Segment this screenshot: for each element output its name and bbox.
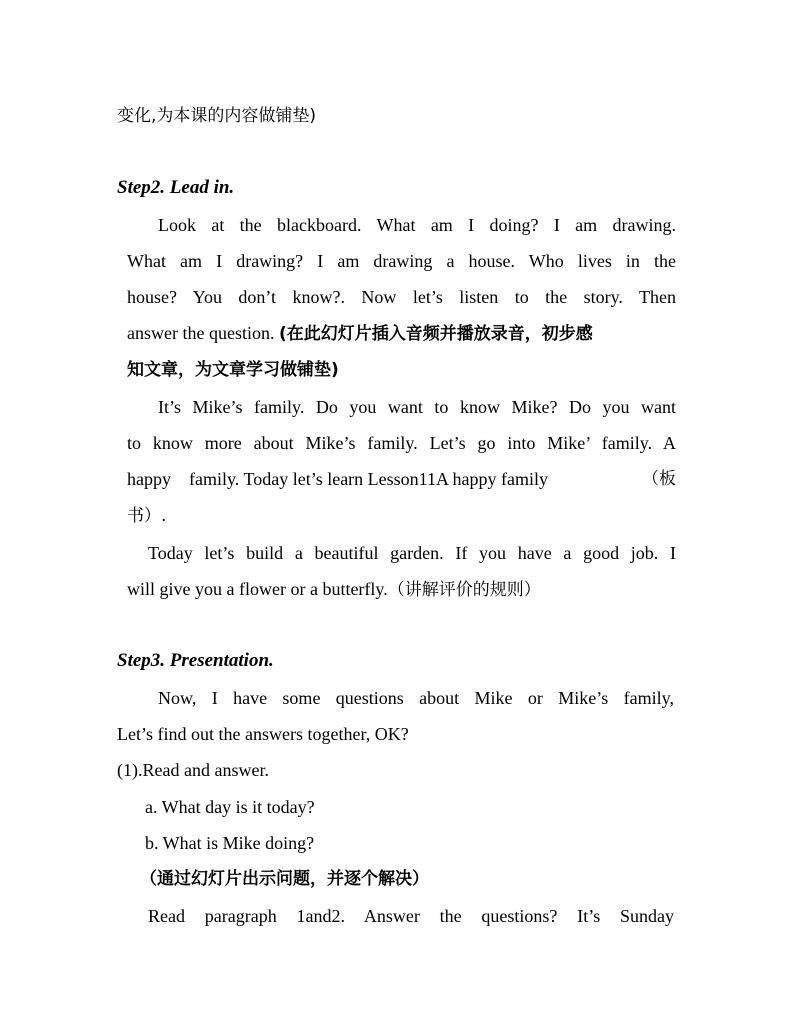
step3-question-a: a. What day is it today? bbox=[145, 797, 315, 817]
step3-p1-line1: Now, I have some questions about Mike or Mike’s family, bbox=[158, 688, 674, 708]
step2-p2-line3-chinese: （板 bbox=[642, 469, 676, 489]
step2-p1-line5: 知文章，为文章学习做铺垫) bbox=[127, 360, 339, 380]
step3-heading: Step3. Presentation. bbox=[117, 650, 274, 671]
step2-p3-line1: Today let’s build a beautiful garden. If you have a good job. I bbox=[148, 543, 676, 563]
step3-p1-line2: Let’s find out the answers together, OK? bbox=[117, 724, 409, 744]
step2-p2-line3 bbox=[127, 467, 676, 491]
step3-item1: (1).Read and answer. bbox=[117, 760, 269, 780]
intro-line: 变化,为本课的内容做铺垫) bbox=[117, 106, 317, 126]
step2-p2-line4: 书）. bbox=[127, 506, 167, 526]
step2-p3-line2-chinese: （讲解评价的规则） bbox=[387, 580, 541, 600]
step3-last-line: Read paragraph 1and2. Answer the questions? It’s Sunday bbox=[148, 906, 674, 926]
step2-p3-line2-english: will give you a flower or a butterfly. bbox=[127, 579, 388, 599]
step3-question-b: b. What is Mike doing? bbox=[145, 833, 315, 853]
step2-p2-line2: to know more about Mike’s family. Let’s go into Mike’ family. A bbox=[127, 433, 676, 453]
step2-p3-line2 bbox=[127, 577, 541, 602]
step2-p1-line4-chinese-note: (在此幻灯片插入音频并播放录音，初步感 bbox=[278, 324, 593, 344]
step2-p1-line1: Look at the blackboard. What am I doing? I am drawing. bbox=[158, 215, 676, 235]
step2-p1-line3: house? You don’t know?. Now let’s listen to the story. Then bbox=[127, 287, 676, 307]
step3-note: （通过幻灯片出示问题，并逐个解决） bbox=[140, 869, 429, 889]
step2-p2-line3-english: happy family. Today let’s learn Lesson11A happy family bbox=[127, 469, 548, 489]
step2-p1-line4 bbox=[127, 321, 593, 346]
step2-p2-line1: It’s Mike’s family. Do you want to know Mike? Do you want bbox=[158, 397, 676, 417]
step2-p1-line4-english: answer the question. bbox=[127, 323, 279, 343]
step2-p1-line2: What am I drawing? I am drawing a house. Who lives in the bbox=[127, 251, 676, 271]
step2-heading: Step2. Lead in. bbox=[117, 177, 235, 198]
